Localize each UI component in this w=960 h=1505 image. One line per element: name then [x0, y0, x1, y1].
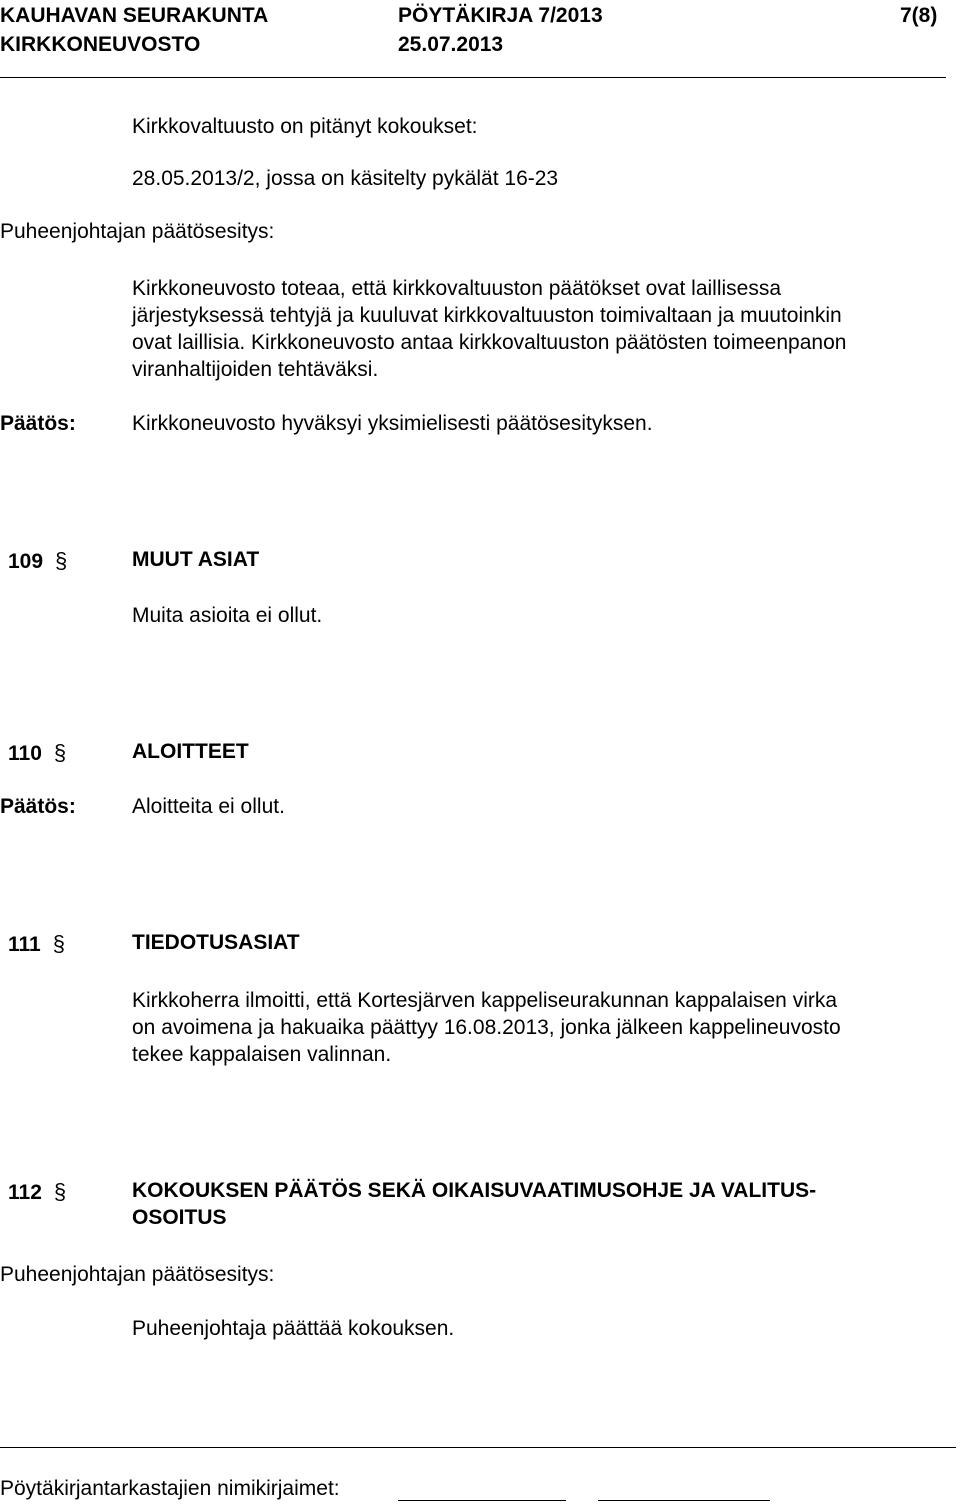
decision-text: Kirkkoneuvosto hyväksyi yksimielisesti päätösesityksen.	[132, 412, 653, 435]
header-body: KIRKKONEUVOSTO	[0, 33, 201, 56]
section-111-line: tekee kappalaisen valinnan.	[132, 1043, 392, 1066]
header-page: 7(8)	[900, 4, 938, 27]
header-rule	[0, 77, 946, 78]
proposal-label: Puheenjohtajan päätösesitys:	[0, 220, 275, 243]
paragraph-symbol: §	[53, 740, 67, 765]
footer-rule	[0, 1447, 956, 1448]
decision-label: Päätös:	[0, 412, 76, 435]
paragraph-symbol: §	[55, 548, 68, 573]
section-number: 111	[8, 933, 41, 956]
section-111-line: Kirkkoherra ilmoitti, että Kortesjärven kappeliseurakunnan kappalaisen virka	[132, 989, 838, 1012]
proposal-line: Kirkkoneuvosto toteaa, että kirkkovaltuuston päätökset ovat laillisessa	[132, 277, 782, 300]
section-number: 110	[8, 742, 42, 765]
header-date: 25.07.2013	[398, 33, 504, 56]
section-112-title-line1: KOKOUKSEN PÄÄTÖS SEKÄ OIKAISUVAATIMUSOHJE JA VALITUS-	[132, 1179, 817, 1202]
section-112-heading	[8, 1179, 66, 1205]
section-number: 109	[8, 550, 44, 573]
section-111-title: TIEDOTUSASIAT	[132, 931, 300, 954]
section-112-proposal-label: Puheenjohtajan päätösesitys:	[0, 1263, 275, 1286]
section-112-title-line2: OSOITUS	[132, 1206, 227, 1229]
footer-initials-label: Pöytäkirjantarkastajien nimikirjaimet:	[0, 1477, 340, 1500]
section-110-heading	[8, 740, 66, 766]
proposal-line: viranhaltijoiden tehtäväksi.	[132, 358, 379, 381]
proposal-line: järjestyksessä tehtyjä ja kuuluvat kirkkovaltuuston toimivaltaan ja muutoinkin	[132, 304, 842, 327]
section-number: 112	[8, 1181, 42, 1204]
section-111-line: on avoimena ja hakuaika päättyy 16.08.2013, jonka jälkeen kappelineuvosto	[132, 1016, 841, 1039]
section-110-title: ALOITTEET	[132, 740, 249, 763]
initials-line-2[interactable]	[598, 1500, 770, 1501]
council-meetings-intro: Kirkkovaltuusto on pitänyt kokoukset:	[132, 115, 478, 138]
paragraph-symbol: §	[53, 1179, 67, 1204]
section-109-heading	[8, 548, 67, 574]
section-110-decision: Aloitteita ei ollut.	[132, 795, 285, 818]
section-110-decision-label: Päätös:	[0, 795, 76, 818]
proposal-line: ovat laillisia. Kirkkoneuvosto antaa kirkkovaltuuston päätösten toimeenpanon	[132, 331, 847, 354]
initials-line-1[interactable]	[398, 1500, 566, 1501]
section-111-heading	[8, 931, 65, 957]
council-meeting-item: 28.05.2013/2, jossa on käsitelty pykälät 16-23	[132, 167, 559, 190]
section-109-title: MUUT ASIAT	[132, 548, 260, 571]
header-doc: PÖYTÄKIRJA 7/2013	[398, 4, 603, 27]
section-111-text	[132, 987, 956, 1068]
paragraph-symbol: §	[52, 931, 65, 956]
section-112-proposal: Puheenjohtaja päättää kokouksen.	[132, 1317, 455, 1340]
section-109-text: Muita asioita ei ollut.	[132, 604, 323, 627]
proposal-text	[132, 275, 956, 383]
header-org: KAUHAVAN SEURAKUNTA	[0, 4, 269, 27]
